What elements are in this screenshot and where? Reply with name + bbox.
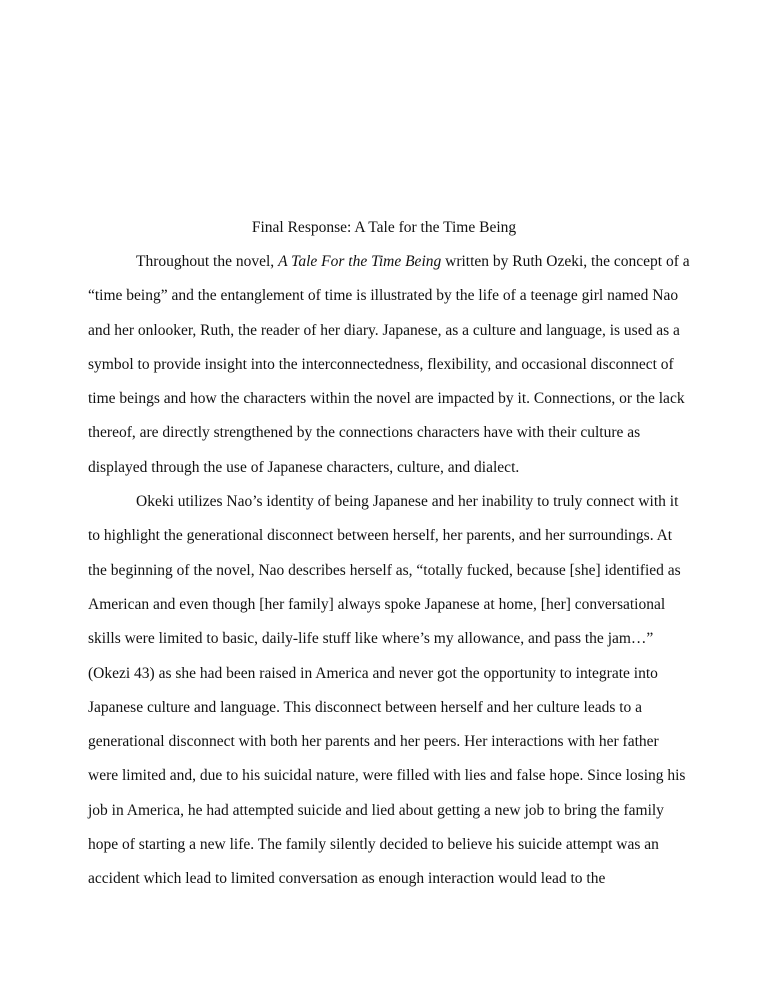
text-line (88, 253, 690, 287)
text-segment: written by Ruth Ozeki, the concept of a (441, 253, 690, 270)
text-line: generational disconnect with both her parents and her peers. Her interactions with her father (88, 733, 659, 751)
text-line: American and even though [her family] always spoke Japanese at home, [her] conversational (88, 595, 666, 613)
text-line: and her onlooker, Ruth, the reader of her diary. Japanese, as a culture and language, is used as a (88, 321, 680, 339)
text-line: accident which lead to limited conversation as enough interaction would lead to the (88, 870, 606, 888)
text-line: skills were limited to basic, daily-life stuff like where’s my allowance, and pass the jam…” (88, 630, 654, 648)
text-line: symbol to provide insight into the interconnectedness, flexibility, and occasional disconnect of (88, 355, 674, 373)
text-line: the beginning of the novel, Nao describes herself as, “totally fucked, because [she] identified as (88, 561, 681, 579)
text-line: hope of starting a new life. The family silently decided to believe his suicide attempt was an (88, 836, 659, 854)
text-line: “time being” and the entanglement of time is illustrated by the life of a teenage girl named Nao (88, 287, 679, 305)
text-line: job in America, he had attempted suicide and lied about getting a new job to bring the family (88, 801, 664, 819)
text-line: displayed through the use of Japanese characters, culture, and dialect. (88, 458, 520, 476)
text-line: Okeki utilizes Nao’s identity of being Japanese and her inability to truly connect with it (136, 493, 679, 511)
paragraph-2 (88, 493, 684, 905)
text-line: thereof, are directly strengthened by the connections characters have with their culture as (88, 424, 641, 442)
document-title: Final Response: A Tale for the Time Being (251, 219, 517, 236)
text-line: (Okezi 43) as she had been raised in America and never got the opportunity to integrate into (88, 664, 658, 682)
document-body (88, 253, 690, 905)
paragraph-1 (88, 253, 690, 493)
text-line: time beings and how the characters within the novel are impacted by it. Connections, or the lack (88, 390, 685, 408)
book-title-italic: A Tale For the Time Being (278, 253, 442, 270)
text-segment: Throughout the novel, (136, 253, 279, 270)
text-line: Japanese culture and language. This disconnect between herself and her culture leads to a (88, 698, 643, 716)
text-line: were limited and, due to his suicidal nature, were filled with lies and false hope. Since losing his (88, 767, 686, 785)
text-line: to highlight the generational disconnect between herself, her parents, and her surroundings. At (88, 527, 673, 545)
